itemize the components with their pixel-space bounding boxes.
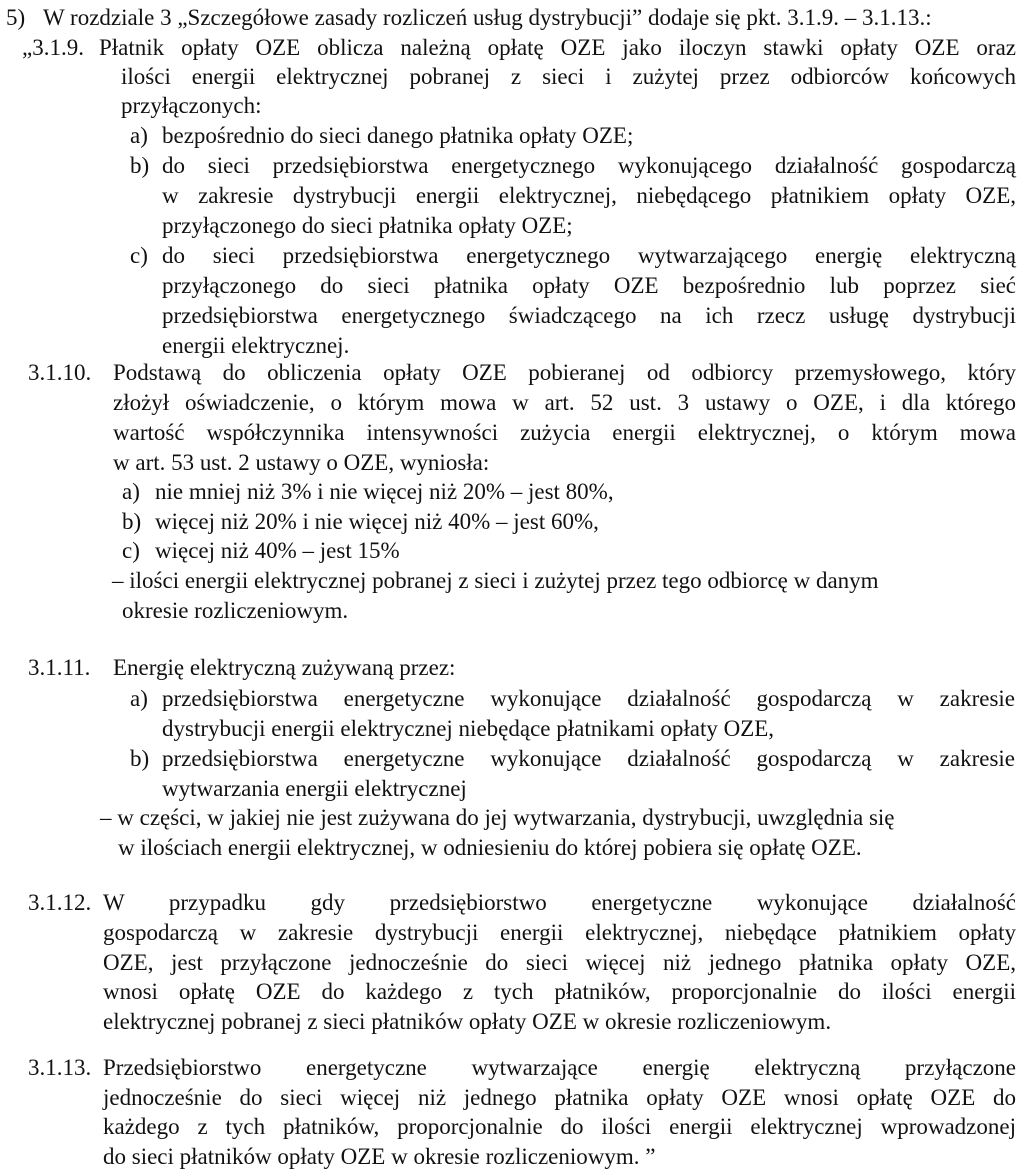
intro-number: 5) [6,5,26,30]
list-letter: b) [130,746,150,771]
list-item-text: przedsiębiorstwa energetycznego świadczącego na ich rzecz usługę dystrybucji [162,303,1016,328]
paragraph-line: elektrycznej pobranej z sieci płatników opłaty OZE w okresie rozliczeniowym. [103,1009,832,1034]
list-item-text: przedsiębiorstwa energetyczne wykonujące działalność gospodarczą w zakresie [162,746,1015,771]
paragraph-line: w ilościach energii elektrycznej, w odniesieniu do której pobiera się opłatę OZE. [118,835,862,860]
paragraph-line: w art. 53 ust. 2 ustawy o OZE, wyniosła: [113,450,490,475]
paragraph-line: przyłączonych: [121,93,262,118]
list-item-text: więcej niż 20% i nie więcej niż 40% – jest 60%, [155,509,599,534]
paragraph-line: ilości energii elektrycznej pobranej z sieci i zużytej przez odbiorców końcowych [121,64,1016,89]
paragraph-line: złożył oświadczenie, o którym mowa w art. 52 ust. 3 ustawy o OZE, i dla którego [113,390,1016,415]
list-item-text: w zakresie dystrybucji energii elektrycznej, niebędącego płatnikiem opłaty OZE, [162,183,1016,208]
list-item-text: przyłączonego do sieci płatnika opłaty OZE; [162,213,573,238]
paragraph-line: W przypadku gdy przedsiębiorstwo energetyczne wykonujące działalność [103,890,1016,915]
list-item-text: więcej niż 40% – jest 15% [155,538,400,563]
paragraph-line: OZE, jest przyłączone jednocześnie do sieci więcej niż jednego płatnika opłaty OZE, [103,950,1016,975]
list-item-text: przyłączonego do sieci płatnika opłaty OZE bezpośrednio lub poprzez sieć [162,273,1016,298]
paragraph-line: Przedsiębiorstwo energetyczne wytwarzające energię elektryczną przyłączone [103,1055,1016,1080]
paragraph-line: wartość współczynnika intensywności zużycia energii elektrycznej, o którym mowa [113,420,1016,445]
list-item-text: energii elektrycznej. [162,333,350,358]
list-item-text: dystrybucji energii elektrycznej niebędące płatnikami opłaty OZE, [162,716,775,741]
list-letter: a) [122,479,140,504]
section-number-3-1-12: 3.1.12. [28,890,92,915]
paragraph-line: do sieci płatników opłaty OZE w okresie rozliczeniowym. ” [103,1144,656,1169]
paragraph-line: gospodarczą w zakresie dystrybucji energii elektrycznej, niebędące płatnikiem opłaty [103,920,1016,945]
paragraph-line: jednocześnie do sieci więcej niż jednego płatnika opłaty OZE wnosi opłatę OZE do [103,1085,1016,1110]
list-letter: b) [122,509,142,534]
paragraph-line: wnosi opłatę OZE do każdego z tych płatników, proporcjonalnie do ilości energii [103,979,1016,1004]
list-item-text: do sieci przedsiębiorstwa energetycznego wytwarzającego energię elektryczną [162,243,1016,268]
section-number-3-1-10: 3.1.10. [28,360,92,385]
section-number-3-1-9: „3.1.9. [22,35,84,60]
paragraph-line: Podstawą do obliczenia opłaty OZE pobieranej od odbiorcy przemysłowego, który [113,360,1016,385]
list-letter: a) [130,123,148,148]
paragraph-line: okresie rozliczeniowym. [122,598,349,623]
list-letter: c) [122,538,140,563]
section-number-3-1-11: 3.1.11. [28,655,91,680]
paragraph-line: – w części, w jakiej nie jest zużywana do jej wytwarzania, dystrybucji, uwzględnia się [100,805,895,830]
section-number-3-1-13: 3.1.13. [28,1055,92,1080]
list-item-text: bezpośrednio do sieci danego płatnika opłaty OZE; [162,123,634,148]
list-letter: b) [130,153,150,178]
list-letter: c) [130,243,148,268]
paragraph-line: Płatnik opłaty OZE oblicza należną opłatę OZE jako iloczyn stawki opłaty OZE oraz [99,35,1016,60]
paragraph-line: Energię elektryczną zużywaną przez: [113,655,456,680]
paragraph-line: każdego z tych płatników, proporcjonalnie do ilości energii elektrycznej wprowadzonej [103,1114,1016,1139]
list-item-text: wytwarzania energii elektrycznej [162,776,467,801]
list-item-text: do sieci przedsiębiorstwa energetycznego wykonującego działalność gospodarczą [162,153,1016,178]
paragraph-line: – ilości energii elektrycznej pobranej z sieci i zużytej przez tego odbiorcę w danym [112,568,879,593]
list-letter: a) [130,686,148,711]
intro-text: W rozdziale 3 „Szczegółowe zasady rozliczeń usług dystrybucji” dodaje się pkt. 3.1.9. – 3.1.13.: [43,5,932,30]
list-item-text: nie mniej niż 3% i nie więcej niż 20% – jest 80%, [155,479,614,504]
list-item-text: przedsiębiorstwa energetyczne wykonujące działalność gospodarczą w zakresie [162,686,1015,711]
